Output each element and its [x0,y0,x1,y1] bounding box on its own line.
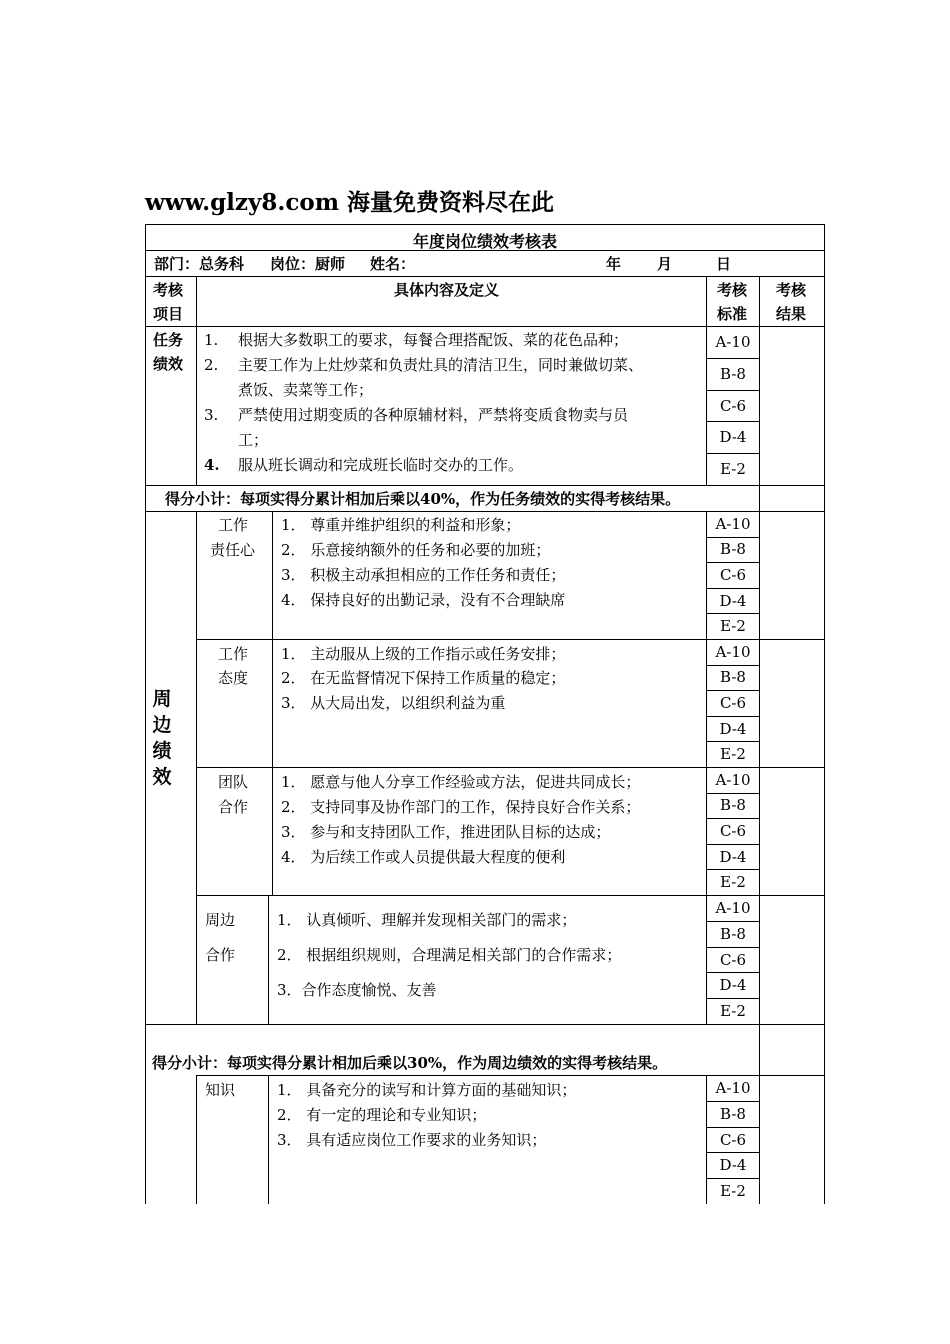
group-label: 周边 [205,911,236,929]
group-label: 合作 [205,946,236,964]
group-item: 1． 尊重并维护组织的利益和形象； [281,516,521,534]
group-item: 1． 愿意与他人分享工作经验或方法，促进共同成长； [281,773,641,791]
knowledge-label: 知识 [205,1081,236,1099]
task-item-num: 2. [204,356,219,374]
task-item-num: 4. [204,456,220,474]
knowledge-item: 3． 具有适应岗位工作要求的业务知识； [277,1131,547,1149]
group-item: 4． 为后续工作或人员提供最大程度的便利 [281,848,566,866]
task-item-text-cont: 煮饭、卖菜等工作； [238,381,374,399]
group-label: 责任心 [210,541,256,559]
grade-label: C-6 [719,822,747,840]
group-item: 2． 支持同事及协作部门的工作，保持良好合作关系； [281,798,641,816]
task-item-text-cont: 工； [238,431,269,449]
grade-label: A-10 [715,514,751,533]
col-head-result-1: 考核 [776,281,807,299]
col-head-item-2: 项目 [153,305,184,323]
knowledge-item: 2． 有一定的理论和专业知识； [277,1106,487,1124]
col-head-standard-1: 考核 [717,281,748,299]
grade-label: D-4 [719,591,747,610]
grade-label: A-10 [715,1078,751,1097]
grade-label: B-8 [720,796,746,815]
grade-label: C-6 [719,566,747,584]
task-label-1: 任务 [153,331,184,349]
year-label: 年 [606,255,622,273]
peripheral-label-char: 绩 [152,740,172,762]
peripheral-label-char: 周 [152,688,172,710]
post-label: 岗位：厨师 [270,255,346,273]
task-item-text: 根据大多数职工的要求，每餐合理搭配饭、菜的花色品种； [238,331,629,349]
grade-label: B-8 [720,1104,746,1123]
grade-label: B-8 [720,540,746,559]
task-item-text: 主要工作为上灶炒菜和负责灶具的清洁卫生，同时兼做切菜、 [238,356,644,374]
grade-label: A-10 [715,770,751,789]
grade-label: D-4 [719,719,747,738]
grade-label: E-2 [720,745,746,764]
task-label-2: 绩效 [153,355,184,373]
peripheral-subtotal: 得分小计：每项实得分累计相加后乘以30%，作为周边绩效的实得考核结果。 [152,1054,668,1072]
table-title: 年度岗位绩效考核表 [412,232,557,251]
grade-label: D-4 [719,847,747,866]
grade-label: D-4 [719,1156,747,1175]
group-label: 团队 [218,773,249,791]
grade-label: C-6 [719,396,747,415]
group-label: 合作 [218,798,249,816]
grade-label: A-10 [715,642,751,661]
page-header: www.glzy8.com 海量免费资料尽在此 [145,189,555,216]
group-item: 3． 从大局出发，以组织利益为重 [281,694,506,712]
month-label: 月 [657,255,673,273]
grade-label: E-2 [720,460,746,479]
grade-label: E-2 [720,873,746,892]
grade-label: C-6 [719,950,747,969]
grade-label: B-8 [720,668,746,687]
col-head-item-1: 考核 [153,281,184,299]
grade-label: B-8 [720,924,746,943]
task-subtotal: 得分小计：每项实得分累计相加后乘以40%，作为任务绩效的实得考核结果。 [165,490,681,508]
grade-label: E-2 [720,617,746,636]
group-item: 1． 主动服从上级的工作指示或任务安排； [281,645,566,663]
day-label: 日 [716,255,732,273]
group-item: 2． 乐意接纳额外的任务和必要的加班； [281,541,551,559]
peripheral-label-char: 效 [152,766,172,788]
group-item: 2． 在无监督情况下保持工作质量的稳定； [281,669,566,687]
group-item: 1． 认真倾听、理解并发现相关部门的需求； [277,911,577,929]
group-label: 工作 [218,516,249,534]
grade-label: B-8 [720,364,746,383]
dept-label: 部门：总务科 [154,255,245,273]
grade-label: C-6 [719,1130,747,1149]
grade-label: A-10 [715,898,751,917]
grade-label: A-10 [715,332,751,351]
grade-label: D-4 [719,976,747,995]
grade-label: D-4 [719,428,747,447]
task-item-text: 服从班长调动和完成班长临时交办的工作。 [238,456,524,474]
group-item: 3．合作态度愉悦、友善 [277,981,437,999]
task-item-num: 1. [204,331,219,349]
group-item: 3． 参与和支持团队工作，推进团队目标的达成； [281,823,611,841]
col-head-result-2: 结果 [776,305,807,323]
grade-label: E-2 [720,1002,746,1021]
grade-label: E-2 [720,1182,746,1201]
group-item: 2． 根据组织规则，合理满足相关部门的合作需求； [277,946,622,964]
group-item: 4． 保持良好的出勤记录，没有不合理缺席 [281,591,566,609]
task-item-text: 严禁使用过期变质的各种原辅材料，严禁将变质食物卖与员 [238,406,629,424]
task-item-num: 3. [204,406,219,424]
grade-label: C-6 [719,694,747,712]
group-label: 态度 [218,669,249,687]
peripheral-label-char: 边 [152,714,172,736]
col-head-content: 具体内容及定义 [394,281,500,299]
name-label: 姓名： [370,255,416,273]
group-item: 3． 积极主动承担相应的工作任务和责任； [281,566,566,584]
group-label: 工作 [218,645,249,663]
knowledge-item: 1． 具备充分的读写和计算方面的基础知识； [277,1081,577,1099]
col-head-standard-2: 标准 [717,305,748,323]
